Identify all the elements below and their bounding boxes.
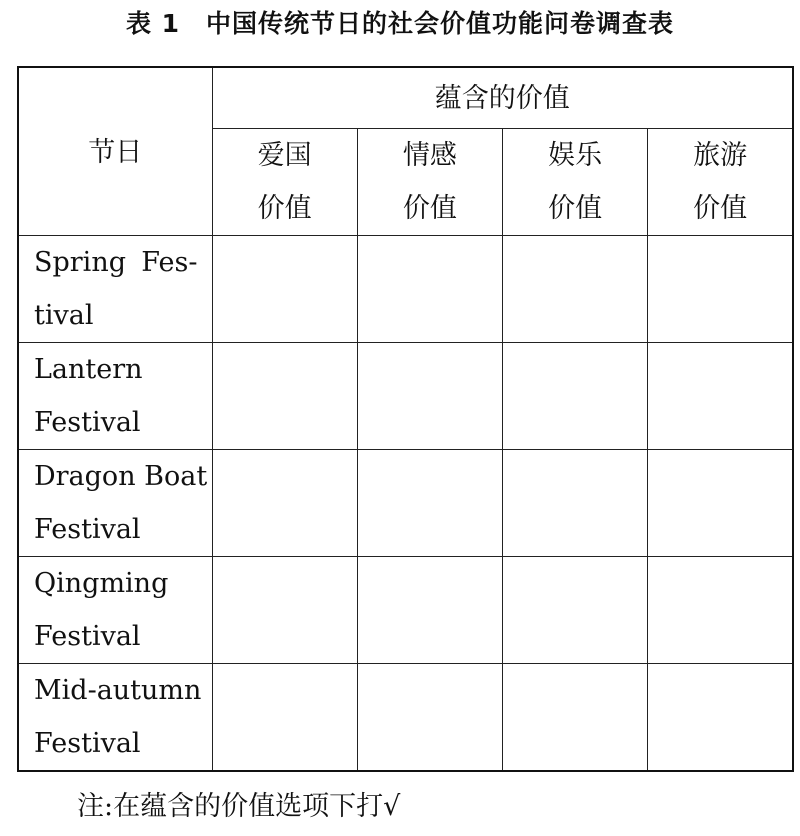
value-header-line1: 爱国 [257,140,312,171]
checkbox-cell-tourism[interactable] [648,236,793,343]
festival-name-line1: Qingming [34,568,169,599]
checkbox-cell-emotional[interactable] [357,236,502,343]
table-row [18,664,793,772]
festival-name-cell [18,343,212,450]
table-row [18,343,793,450]
checkbox-cell-entertainment[interactable] [502,343,647,450]
festival-name-cell [18,450,212,557]
value-header-line1: 情感 [402,140,457,171]
table-row [18,450,793,557]
value-column-header-entertainment [502,129,647,236]
festival-name-cell [18,557,212,664]
checkbox-cell-patriotic[interactable] [212,343,357,450]
checkbox-cell-entertainment[interactable] [502,450,647,557]
checkbox-cell-entertainment[interactable] [502,557,647,664]
festival-name-line2: tival [34,300,94,331]
festival-name-cell [18,664,212,772]
values-group-header: 蕴含的价值 [212,67,793,129]
value-header-line2: 价值 [402,193,457,224]
festival-name-line1: Lantern [34,354,143,385]
checkbox-cell-tourism[interactable] [648,343,793,450]
value-column-header-emotional [357,129,502,236]
table-title [0,6,800,42]
table-number: 表 1 [125,9,181,38]
checkbox-cell-emotional[interactable] [357,664,502,772]
survey-table [17,66,794,772]
footnote: 注:在蕴含的价值选项下打√ [77,791,401,822]
festival-name-line2: Festival [34,728,141,759]
value-header-line2: 价值 [693,193,748,224]
festival-name-line2: Festival [34,621,141,652]
table-title-text: 中国传统节日的社会价值功能问卷调查表 [206,9,675,38]
festival-name-line2: Festival [34,407,141,438]
checkbox-cell-patriotic[interactable] [212,664,357,772]
value-column-header-tourism [648,129,793,236]
checkbox-cell-entertainment[interactable] [502,664,647,772]
checkbox-cell-patriotic[interactable] [212,450,357,557]
checkbox-cell-emotional[interactable] [357,343,502,450]
checkbox-cell-tourism[interactable] [648,450,793,557]
checkbox-cell-entertainment[interactable] [502,236,647,343]
table-row [18,557,793,664]
value-column-header-patriotic [212,129,357,236]
checkbox-cell-patriotic[interactable] [212,557,357,664]
value-header-line2: 价值 [257,193,312,224]
checkbox-cell-emotional[interactable] [357,557,502,664]
festival-name-cell [18,236,212,343]
festival-name-line1: Dragon Boat [34,461,208,492]
value-header-line2: 价值 [548,193,603,224]
festival-column-header: 节日 [18,67,212,236]
festival-name-line1: Mid-autumn [34,675,202,706]
checkbox-cell-tourism[interactable] [648,557,793,664]
table-row [18,236,793,343]
checkbox-cell-patriotic[interactable] [212,236,357,343]
value-header-line1: 旅游 [693,140,748,171]
checkbox-cell-tourism[interactable] [648,664,793,772]
festival-name-line2: Festival [34,514,141,545]
checkbox-cell-emotional[interactable] [357,450,502,557]
value-header-line1: 娱乐 [548,140,603,171]
festival-name-line1: Spring Fes- [34,247,198,278]
